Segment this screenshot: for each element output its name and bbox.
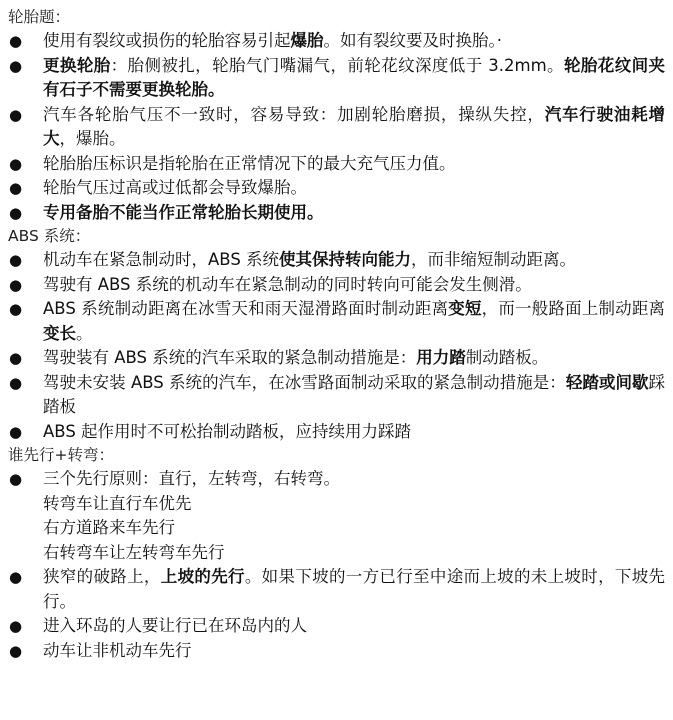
list-item: [8, 273, 665, 298]
list-item: [8, 54, 665, 103]
list-item-text: [43, 371, 665, 420]
bullet-icon: ●: [9, 275, 23, 294]
emphasis-text: 上坡的先行: [160, 567, 245, 586]
bullet-icon: ●: [9, 300, 23, 318]
emphasis-text: 专用备胎不能当作正常轮胎长期使用。: [43, 202, 324, 222]
list-item-text: [43, 346, 665, 371]
emphasis-text: 轻踏或间歇: [565, 372, 649, 392]
list-item-text: [43, 639, 665, 664]
emphasis-text: 更换轮胎: [43, 55, 111, 75]
text-run: 汽车各轮胎气压不一致时，容易导致：加剧轮胎磨损，操纵失控，: [43, 104, 545, 124]
list-item: [8, 371, 665, 420]
list-item-text: [43, 176, 665, 201]
list-item-text: [43, 297, 665, 346]
list-item: [8, 346, 665, 371]
bullet-icon: ●: [9, 105, 23, 124]
text-run: 驾驶未安装 ABS 系统的汽车，在冰雪路面制动采取的紧急制动措施是：: [43, 372, 566, 392]
list-item-text: [43, 103, 665, 152]
text-run: 踩踏板: [43, 372, 666, 416]
list-item: [8, 176, 665, 201]
text-run: 狭窄的破路上，: [43, 567, 161, 586]
list-item: [8, 248, 665, 273]
text-run: 使用有裂纹或损伤的轮胎容易引起: [43, 31, 291, 50]
emphasis-text: 汽车行驶油耗增大: [43, 104, 666, 148]
text-run: 驾驶装有 ABS 系统的汽车采取的紧急制动措施是：: [43, 348, 417, 367]
list-item: [8, 103, 665, 152]
section-heading: ABS 系统：: [8, 227, 91, 245]
list-item-text: [43, 420, 665, 445]
bullet-icon: ●: [9, 617, 23, 635]
list-item-text: [43, 614, 665, 639]
list-item: [8, 201, 665, 226]
text-run: ，而非缩短制动距离。: [411, 250, 577, 269]
list-item-text: [43, 273, 665, 298]
list-item: [8, 29, 665, 54]
text-run: 。如有裂纹要及时换胎。·: [323, 31, 502, 50]
emphasis-text: 轮胎花纹间夹有石子不需要更换轮胎。: [43, 55, 666, 99]
list-item: [8, 297, 665, 346]
text-run: ABS 起作用时不可松抬制动踏板，应持续用力踩踏: [43, 421, 412, 441]
text-run: ，爆胎。: [59, 129, 126, 148]
emphasis-text: 变短: [448, 299, 482, 318]
text-run: 进入环岛的人要让行已在环岛内的人: [43, 616, 307, 635]
text-run: 制动踏板。: [465, 348, 549, 367]
bullet-icon: ●: [9, 373, 23, 392]
list-item: [8, 565, 665, 614]
bullet-icon: ●: [9, 470, 23, 488]
section-heading: 轮胎题：: [8, 8, 71, 26]
emphasis-text: 变长: [43, 323, 76, 343]
text-run: ，而一般路面上制动距离: [481, 299, 666, 318]
list-item-text: [43, 201, 665, 226]
bullet-icon: ●: [9, 422, 23, 441]
list-item-text: [43, 152, 665, 177]
text-run: 机动车在紧急制动时，ABS 系统: [43, 250, 280, 269]
text-run: 驾驶有 ABS 系统的机动车在紧急制动的同时转向可能会发生侧滑。: [43, 274, 532, 294]
text-run: 。: [76, 323, 93, 343]
sub-item: 转弯车让直行车优先: [43, 493, 192, 513]
text-run: ABS 系统制动距离在冰雪天和雨天湿滑路面时制动距离: [43, 299, 449, 318]
text-run: 轮胎气压过高或过低都会导致爆胎。: [43, 178, 307, 197]
text-run: 。如果下坡的一方已行至中途而上坡的未上坡时，下坡先行。: [43, 567, 666, 611]
sub-item: 右方道路来车先行: [43, 518, 175, 537]
text-run: 三个先行原则：直行，左转弯，右转弯。: [43, 469, 340, 488]
section-heading: 谁先行+转弯：: [8, 446, 114, 464]
list-item-text: [43, 248, 665, 273]
emphasis-text: 用力踏: [416, 348, 466, 367]
bullet-icon: ●: [9, 641, 23, 660]
list-item-text: [43, 467, 665, 492]
bullet-icon: ●: [9, 154, 23, 173]
bullet-icon: ●: [9, 32, 23, 50]
bullet-icon: ●: [9, 203, 23, 222]
bullet-icon: ●: [9, 251, 23, 269]
list-item: [8, 639, 665, 664]
emphasis-text: 使其保持转向能力: [279, 250, 412, 269]
bullet-icon: ●: [9, 349, 23, 367]
bullet-icon: ●: [9, 179, 23, 197]
sub-item: 右转弯车让左转弯车先行: [43, 542, 225, 562]
list-item: [8, 614, 665, 639]
text-run: 动车让非机动车先行: [43, 640, 192, 660]
bullet-icon: ●: [9, 56, 23, 75]
list-item-text: [43, 565, 665, 614]
list-item-text: [43, 29, 665, 54]
text-run: 轮胎胎压标识是指轮胎在正常情况下的最大充气压力值。: [43, 153, 456, 173]
list-item: [8, 152, 665, 177]
text-run: ：胎侧被扎，轮胎气门嘴漏气，前轮花纹深度低于 3.2mm。: [110, 55, 564, 75]
list-item-text: [43, 54, 665, 103]
bullet-icon: ●: [9, 568, 23, 586]
list-item: [8, 467, 665, 492]
emphasis-text: 爆胎: [290, 31, 324, 50]
list-item: [8, 420, 665, 445]
